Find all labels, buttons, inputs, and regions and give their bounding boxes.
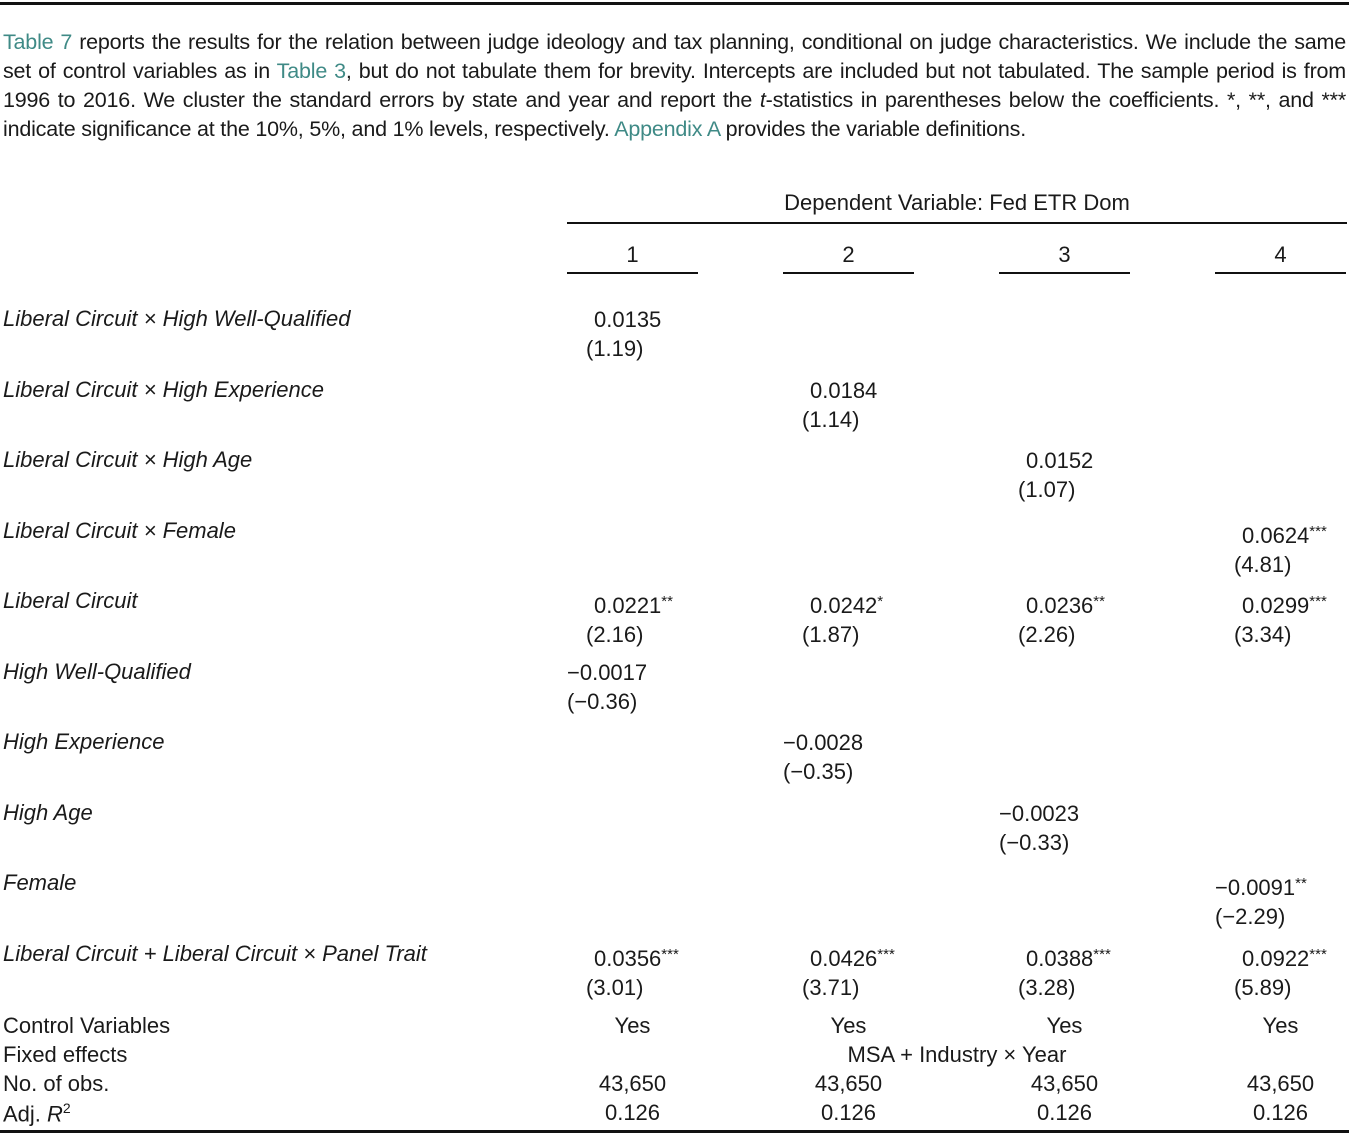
significance-stars: **: [1295, 875, 1307, 892]
adj-r2-prefix: Adj.: [3, 1101, 48, 1127]
significance-stars: **: [661, 593, 673, 610]
adj-r2-var: R: [47, 1101, 63, 1127]
coefficient-value: [1018, 446, 1093, 475]
row-label: Female: [3, 870, 77, 895]
coefficient-number: −0.0028: [783, 730, 864, 755]
control-variables-col-2: Yes: [830, 1013, 867, 1038]
t-statistic: (−0.35): [783, 759, 854, 784]
column-rule-3: [999, 272, 1130, 274]
adj-r2-col-4: 0.126: [1252, 1100, 1309, 1125]
column-header-3: 3: [1058, 242, 1071, 267]
coefficient-value: [802, 587, 883, 620]
coefficient-cell: [586, 305, 661, 363]
control-variables-label: Control Variables: [3, 1013, 171, 1038]
coefficient-cell: [802, 587, 883, 649]
t-statistic: (−0.36): [567, 689, 638, 714]
fixed-effects-label: Fixed effects: [3, 1042, 128, 1067]
t-statistic: (3.34): [1234, 622, 1292, 647]
coefficient-number: 0.0356: [594, 946, 662, 971]
t-statistic: (−2.29): [1215, 904, 1286, 929]
coefficient-number: 0.0624: [1242, 523, 1310, 548]
adj-r2-sup: 2: [62, 1100, 71, 1116]
coefficient-number: −0.0091: [1215, 875, 1296, 900]
adj-r2-col-2: 0.126: [820, 1100, 877, 1125]
coefficient-value: [999, 799, 1079, 828]
row-label: Liberal Circuit: [3, 588, 138, 613]
coefficient-number: 0.0236: [1026, 593, 1094, 618]
note-t-italic: t: [759, 88, 766, 112]
control-variables-col-3: Yes: [1046, 1013, 1083, 1038]
significance-stars: **: [1093, 593, 1105, 610]
t-statistic: (2.26): [1018, 622, 1076, 647]
adj-r2-col-3: 0.126: [1036, 1100, 1093, 1125]
column-header-2: 2: [842, 242, 855, 267]
coefficient-number: 0.0152: [1026, 448, 1094, 473]
dependent-variable-header: Dependent Variable: Fed ETR Dom: [784, 190, 1130, 215]
n-obs-col-4: 43,650: [1246, 1071, 1315, 1096]
significance-stars: ***: [661, 946, 679, 963]
row-label: Liberal Circuit × High Age: [3, 447, 253, 472]
appendix-a-link[interactable]: Appendix A: [614, 117, 720, 141]
n-obs-col-3: 43,650: [1030, 1071, 1099, 1096]
coefficient-value: [1234, 517, 1327, 550]
coefficient-cell: [586, 940, 679, 1002]
coefficient-value: [1234, 940, 1327, 973]
coefficient-cell: [1215, 869, 1307, 931]
coefficient-cell: [802, 940, 895, 1002]
coefficient-value: [1215, 869, 1307, 902]
bottom-rule: [0, 1130, 1349, 1133]
significance-stars: ***: [877, 946, 895, 963]
coefficient-value: [783, 728, 863, 757]
coefficient-number: −0.0017: [567, 660, 648, 685]
control-variables-col-1: Yes: [614, 1013, 651, 1038]
coefficient-cell: [802, 376, 877, 434]
t-statistic: (3.71): [802, 975, 860, 1000]
coefficient-value: [1234, 587, 1327, 620]
row-label: High Well-Qualified: [3, 659, 191, 684]
coefficient-cell: [1018, 446, 1093, 504]
t-statistic: (−0.33): [999, 830, 1070, 855]
coefficient-value: [586, 940, 679, 973]
top-rule: [0, 2, 1349, 5]
coefficient-value: [802, 376, 877, 405]
t-statistic: (1.14): [802, 407, 860, 432]
column-header-1: 1: [626, 242, 639, 267]
note-text-2: , but do not tabulate them for brevity. Intercepts are included but not tabulated. The sample period is from 1996 to 2016. We cluster the standard errors by state and year and report the: [3, 59, 1346, 112]
row-label: Liberal Circuit × High Well-Qualified: [3, 306, 351, 331]
coefficient-cell: [567, 658, 647, 716]
fixed-effects-value: MSA + Industry × Year: [847, 1042, 1067, 1067]
column-rule-4: [1215, 272, 1346, 274]
row-label: Liberal Circuit + Liberal Circuit × Panel Trait: [3, 941, 427, 966]
table-7-link[interactable]: Table 7: [3, 30, 73, 54]
adj-r2-col-1: 0.126: [604, 1100, 661, 1125]
row-label: Liberal Circuit × High Experience: [3, 377, 324, 402]
coefficient-number: 0.0135: [594, 307, 662, 332]
n-obs-col-1: 43,650: [598, 1071, 667, 1096]
coefficient-value: [802, 940, 895, 973]
coefficient-value: [1018, 587, 1105, 620]
table-note: [3, 28, 1346, 144]
coefficient-number: 0.0426: [810, 946, 878, 971]
t-statistic: (1.19): [586, 336, 644, 361]
n-obs-col-2: 43,650: [814, 1071, 883, 1096]
t-statistic: (1.07): [1018, 477, 1076, 502]
adj-r2-label: [3, 1100, 71, 1127]
coefficient-value: [586, 305, 661, 334]
column-rule-1: [567, 272, 698, 274]
column-header-4: 4: [1274, 242, 1287, 267]
coefficient-cell: [1234, 517, 1327, 579]
row-label: High Experience: [3, 729, 165, 754]
coefficient-number: 0.0242: [810, 593, 878, 618]
coefficient-cell: [999, 799, 1079, 857]
coefficient-value: [567, 658, 647, 687]
t-statistic: (2.16): [586, 622, 644, 647]
significance-stars: ***: [1093, 946, 1111, 963]
coefficient-cell: [586, 587, 673, 649]
t-statistic: (4.81): [1234, 552, 1292, 577]
coefficient-cell: [783, 728, 863, 786]
coefficient-number: −0.0023: [999, 801, 1080, 826]
row-label: Liberal Circuit × Female: [3, 518, 236, 543]
coefficient-number: 0.0184: [810, 378, 878, 403]
coefficient-value: [586, 587, 673, 620]
control-variables-col-4: Yes: [1262, 1013, 1299, 1038]
note-text-3: -statistics in parentheses below the coefficients. *, **, and *** indicate significance at the 10%, 5%, and 1% levels, respectively.: [3, 88, 1347, 141]
coefficient-cell: [1018, 940, 1111, 1002]
coefficient-cell: [1018, 587, 1105, 649]
row-label: High Age: [3, 800, 93, 825]
significance-stars: *: [877, 593, 884, 610]
coefficient-number: 0.0221: [594, 593, 662, 618]
column-rule-2: [783, 272, 914, 274]
n-obs-label: No. of obs.: [3, 1071, 110, 1096]
t-statistic: (3.01): [586, 975, 644, 1000]
table-3-link[interactable]: Table 3: [276, 59, 346, 83]
header-rule: [567, 222, 1347, 224]
note-text-4: provides the variable definitions.: [719, 117, 1026, 141]
t-statistic: (1.87): [802, 622, 860, 647]
coefficient-number: 0.0299: [1242, 593, 1310, 618]
note-text-1: reports the results for the relation between judge ideology and tax planning, conditional on judge characteristics. We include the same set of control variables as in: [3, 30, 1346, 83]
significance-stars: ***: [1309, 593, 1327, 610]
coefficient-value: [1018, 940, 1111, 973]
coefficient-cell: [1234, 940, 1327, 1002]
coefficient-cell: [1234, 587, 1327, 649]
coefficient-number: 0.0922: [1242, 946, 1310, 971]
t-statistic: (3.28): [1018, 975, 1076, 1000]
significance-stars: ***: [1309, 946, 1327, 963]
significance-stars: ***: [1309, 523, 1327, 540]
coefficient-number: 0.0388: [1026, 946, 1094, 971]
t-statistic: (5.89): [1234, 975, 1292, 1000]
